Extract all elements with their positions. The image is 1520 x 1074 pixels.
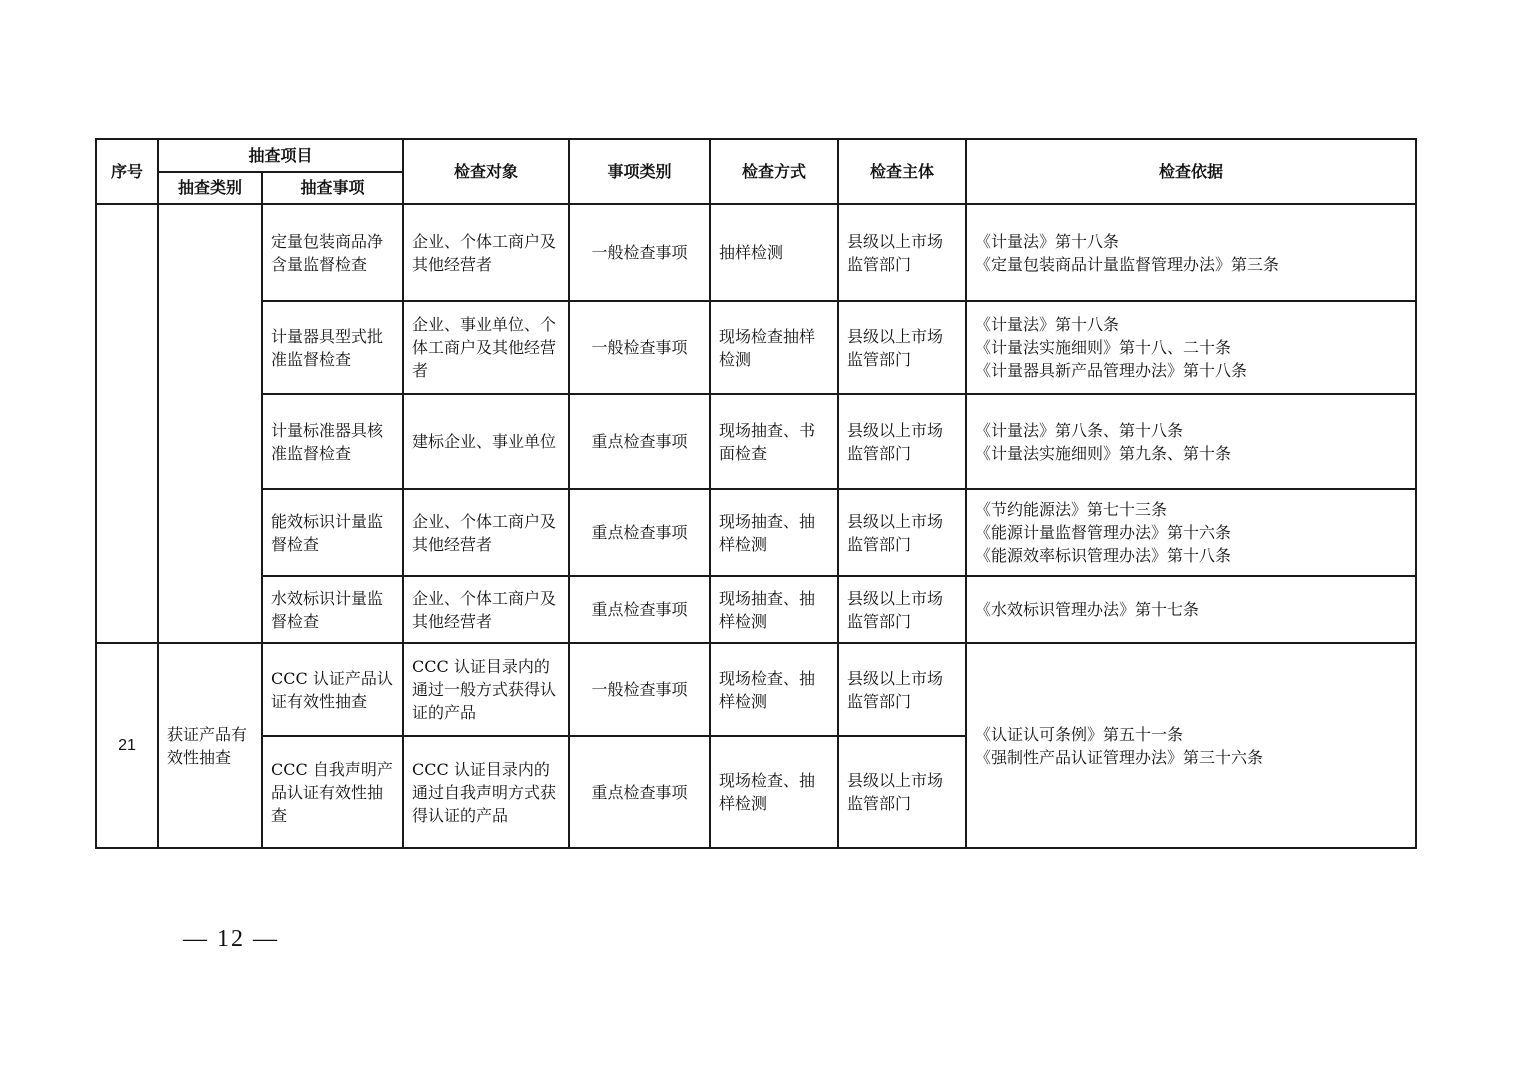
header-row-1 [96,139,1416,172]
target-cell: CCC 认证目录内的通过自我声明方式获得认证的产品 [403,736,569,848]
method-cell: 现场检查、抽样检测 [710,736,838,848]
type-cell: 一般检查事项 [569,301,710,394]
category-cell: 获证产品有效性抽查 [158,643,262,848]
item-cell: 定量包装商品净含量监督检查 [262,204,403,301]
header-type: 事项类别 [569,139,710,204]
authority-cell: 县级以上市场监管部门 [838,489,966,576]
item-cell: 计量器具型式批准监督检查 [262,301,403,394]
target-cell: 企业、事业单位、个体工商户及其他经营者 [403,301,569,394]
seq-cell-empty [96,204,158,643]
method-cell: 抽样检测 [710,204,838,301]
table-row [96,301,1416,394]
type-cell: 一般检查事项 [569,643,710,736]
item-cell: CCC 自我声明产品认证有效性抽查 [262,736,403,848]
header-basis: 检查依据 [966,139,1416,204]
table-row [96,489,1416,576]
authority-cell: 县级以上市场监管部门 [838,204,966,301]
basis-cell: 《节约能源法》第七十三条 《能源计量监督管理办法》第十六条 《能源效率标识管理办法》第十八条 [966,489,1416,576]
table-row [96,394,1416,489]
method-cell: 现场检查、抽样检测 [710,643,838,736]
authority-cell: 县级以上市场监管部门 [838,576,966,643]
target-cell: 建标企业、事业单位 [403,394,569,489]
target-cell: 企业、个体工商户及其他经营者 [403,576,569,643]
header-authority: 检查主体 [838,139,966,204]
table-row [96,643,1416,736]
method-cell: 现场抽查、书面检查 [710,394,838,489]
type-cell: 重点检查事项 [569,736,710,848]
authority-cell: 县级以上市场监管部门 [838,394,966,489]
basis-cell: 《计量法》第八条、第十八条 《计量法实施细则》第九条、第十条 [966,394,1416,489]
header-method: 检查方式 [710,139,838,204]
method-cell: 现场抽查、抽样检测 [710,489,838,576]
type-cell: 重点检查事项 [569,489,710,576]
basis-cell: 《认证认可条例》第五十一条 《强制性产品认证管理办法》第三十六条 [966,643,1416,848]
item-cell: 能效标识计量监督检查 [262,489,403,576]
header-item: 抽查事项 [262,172,403,204]
header-target: 检查对象 [403,139,569,204]
target-cell: 企业、个体工商户及其他经营者 [403,489,569,576]
seq-cell: 21 [96,643,158,848]
type-cell: 重点检查事项 [569,576,710,643]
category-cell-empty [158,204,262,643]
authority-cell: 县级以上市场监管部门 [838,301,966,394]
target-cell: 企业、个体工商户及其他经营者 [403,204,569,301]
basis-cell: 《水效标识管理办法》第十七条 [966,576,1416,643]
basis-cell: 《计量法》第十八条 《计量法实施细则》第十八、二十条 《计量器具新产品管理办法》第十八条 [966,301,1416,394]
header-seq: 序号 [96,139,158,204]
inspection-table [95,138,1417,849]
type-cell: 一般检查事项 [569,204,710,301]
item-cell: 水效标识计量监督检查 [262,576,403,643]
basis-cell: 《计量法》第十八条 《定量包装商品计量监督管理办法》第三条 [966,204,1416,301]
table-row [96,204,1416,301]
header-category: 抽查类别 [158,172,262,204]
page-number: — 12 — [183,926,279,952]
authority-cell: 县级以上市场监管部门 [838,643,966,736]
header-project: 抽查项目 [158,139,403,172]
method-cell: 现场检查抽样检测 [710,301,838,394]
target-cell: CCC 认证目录内的通过一般方式获得认证的产品 [403,643,569,736]
type-cell: 重点检查事项 [569,394,710,489]
table-row [96,576,1416,643]
authority-cell: 县级以上市场监管部门 [838,736,966,848]
item-cell: 计量标准器具核准监督检查 [262,394,403,489]
item-cell: CCC 认证产品认证有效性抽查 [262,643,403,736]
method-cell: 现场抽查、抽样检测 [710,576,838,643]
